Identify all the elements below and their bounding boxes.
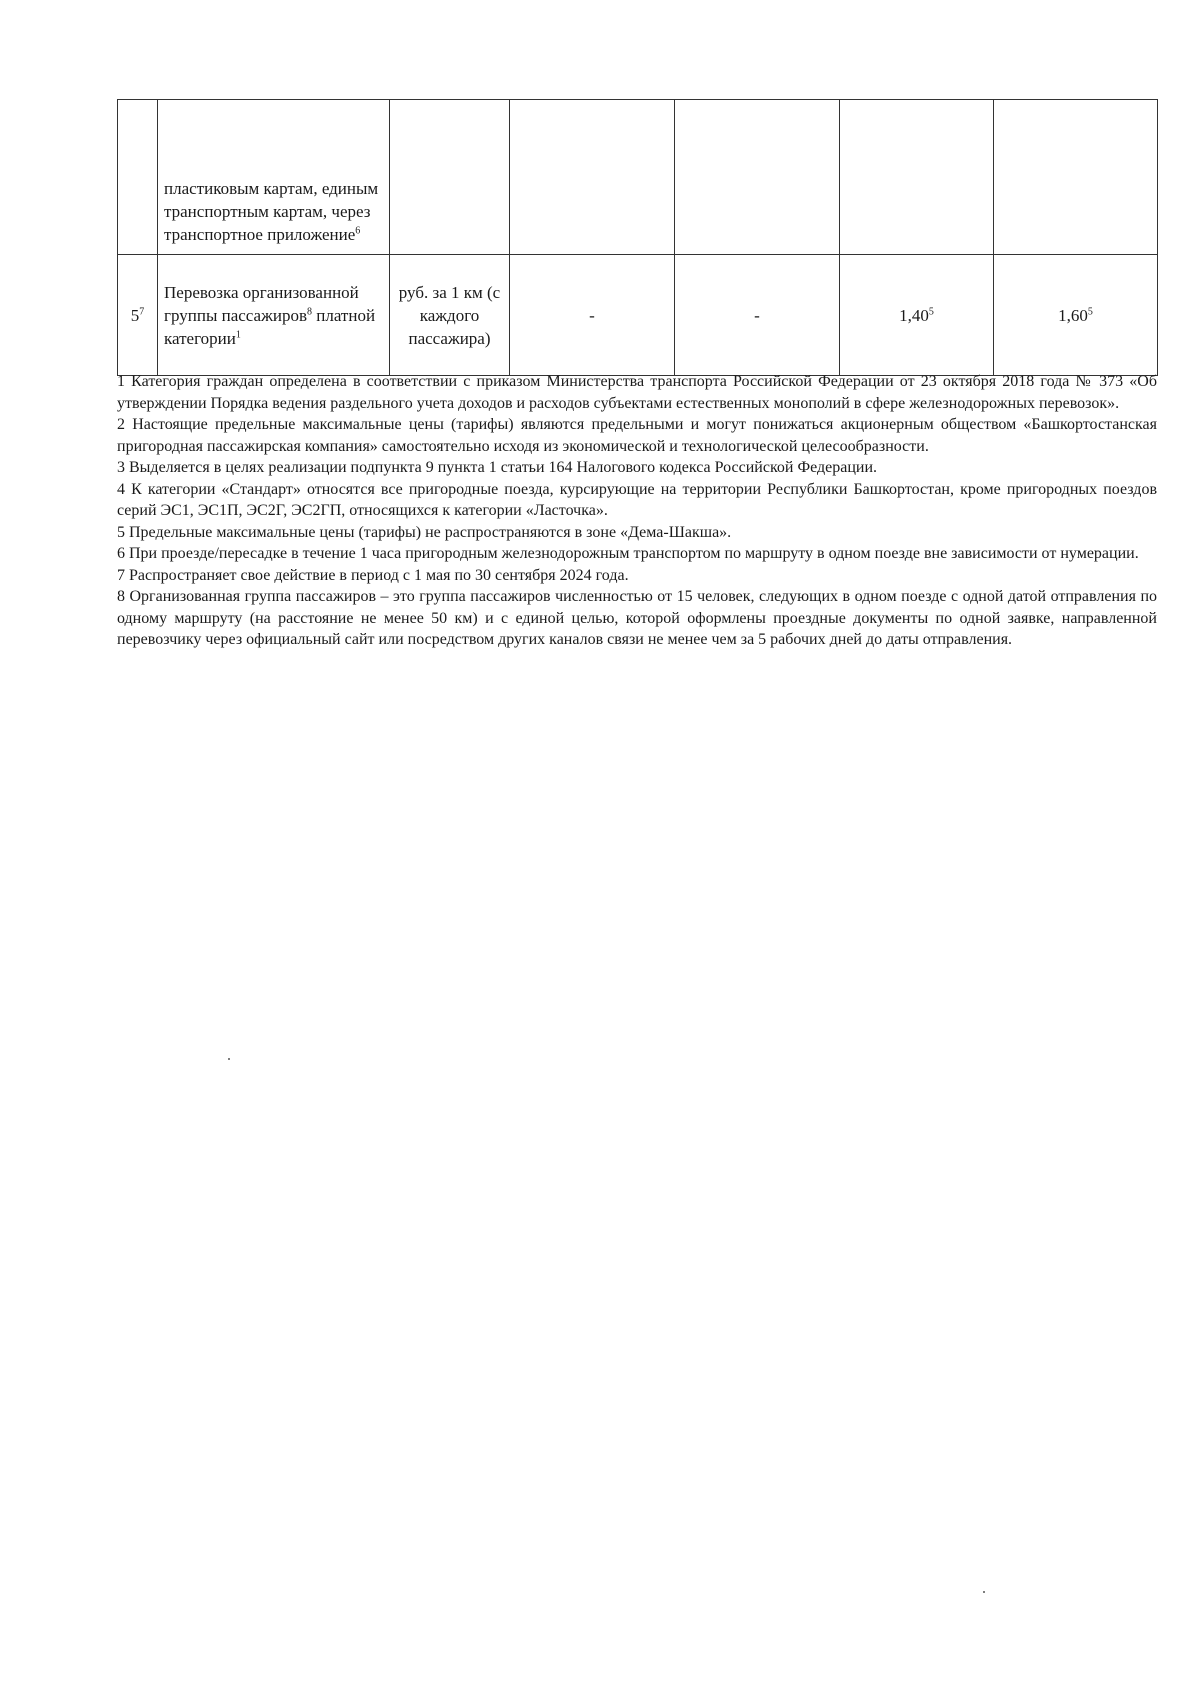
table-row (118, 100, 1158, 255)
footnote-ref: 1 (235, 328, 241, 340)
row-number-cell: $5^7$ (118, 255, 158, 376)
unit-cell (390, 100, 510, 255)
scan-speck (228, 1058, 230, 1060)
value-cell: 1,40$^5$ (840, 255, 994, 376)
footnote-ref: 6 (355, 225, 361, 237)
footnote-ref: 7 (139, 305, 145, 317)
unit-cell: руб. за 1 км (с каждого пассажира) (390, 255, 510, 376)
value-cell (994, 100, 1158, 255)
footnote-ref: 5 (1087, 305, 1093, 317)
table-row (118, 255, 1158, 376)
tariff-table (117, 99, 1158, 376)
footnote-ref: 8 (306, 305, 312, 317)
service-name-cell: пластиковым картам, единым транспортным картам, через транспортное приложение$^6$ (158, 100, 390, 255)
footnote-1: 1 Категория граждан определена в соответствии с приказом Министерства транспорта Российской Федерации от 23 октября 2018 года № 373 «Об утверждении Порядка ведения раздельного учета доходов и расходов субъектами естественных монополий в сфере железнодорожных перевозок». (117, 373, 1157, 412)
row-number-cell (118, 100, 158, 255)
footnote-2: 2 Настоящие предельные максимальные цены (тарифы) являются предельными и могут понижаться акционерным обществом «Башкортостанская пригородная пассажирская компания» самостоятельно исходя из экономической и технологической целесообразности. (117, 416, 1157, 455)
footnote-4: 4 К категории «Стандарт» относятся все пригородные поезда, курсирующие на территории Республики Башкортостан, кроме пригородных поездов серий ЭС1, ЭС1П, ЭС2Г, ЭС2ГП, относящихся к категории «Ласточка». (117, 480, 1157, 519)
scan-speck (983, 1591, 985, 1593)
value-cell (840, 100, 994, 255)
footnote-6: 6 При проезде/пересадке в течение 1 часа пригородным железнодорожным транспортом по маршруту в одном поезде вне зависимости от нумерации. (117, 545, 1139, 562)
footnote-3: 3 Выделяется в целях реализации подпункта 9 пункта 1 статьи 164 Налогового кодекса Российской Федерации. (117, 459, 878, 476)
value-cell: - (675, 255, 840, 376)
footnote-5: 5 Предельные максимальные цены (тарифы) не распространяются в зоне «Дема-Шакша». (117, 523, 732, 541)
value-cell: 1,60$^5$ (994, 255, 1158, 376)
footnote-8: 8 Организованная группа пассажиров – это группа пассажиров численностью от 15 человек, следующих в одном поезде с одной датой отправления по одному маршруту (на расстояние не менее 50 км) и с единой целью, которой оформлены проездные документы по одной заявке, направленной перевозчику через официальный сайт или посредством других каналов связи не менее чем за 5 рабочих дней до даты отправления. (117, 588, 1157, 648)
footnote-7: 7 Распространяет свое действие в период с 1 мая по 30 сентября 2024 года. (117, 566, 629, 584)
value-cell: - (510, 255, 675, 376)
footnotes (117, 371, 1157, 651)
value-cell (675, 100, 840, 255)
value-cell (510, 100, 675, 255)
footnote-ref: 5 (928, 305, 934, 317)
service-name-cell: Перевозка организованной группы пассажиров$^8$ платной категории$^1$ (158, 255, 390, 376)
